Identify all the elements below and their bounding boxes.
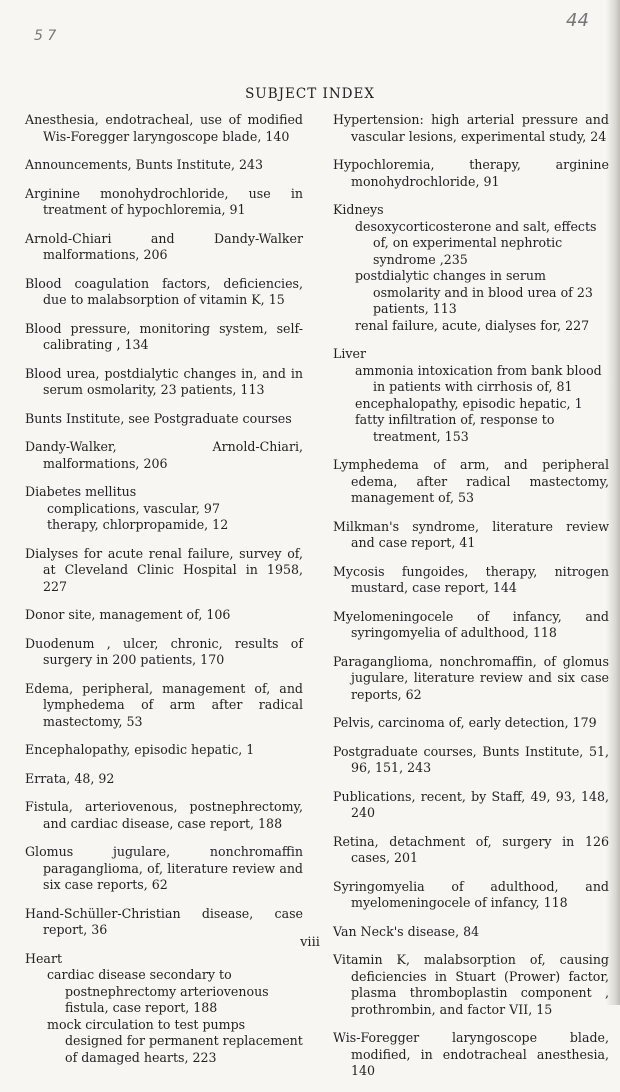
page-number: viii xyxy=(300,935,320,950)
index-subentry: fatty infiltration of, response to treatment, 153 xyxy=(355,412,555,444)
index-entry-heading: Dandy-Walker, Arnold-Chiari, malformations, 206 xyxy=(25,439,303,471)
index-subentry: ammonia intoxication from bank blood in patients with cirrhosis of, 81 xyxy=(355,362,602,394)
index-entry-heading: Errata, 48, 92 xyxy=(25,770,115,786)
index-entry-heading: Pelvis, carcinoma of, early detection, 179 xyxy=(333,715,597,730)
index-entry xyxy=(25,799,303,832)
index-entry-heading: Mycosis fungoides, therapy, nitrogen mustard, case report, 144 xyxy=(333,563,609,595)
handwritten-note-right: 44 xyxy=(566,10,589,31)
index-entry-heading: Postgraduate courses, Bunts Institute, 51, 96, 151, 243 xyxy=(333,743,609,775)
index-entry xyxy=(25,906,303,939)
index-entry xyxy=(25,607,303,624)
index-entry xyxy=(25,844,303,894)
index-entry xyxy=(333,834,609,867)
index-entry-heading: Duodenum , ulcer, chronic, results of surgery in 200 patients, 170 xyxy=(25,635,303,667)
index-entry xyxy=(333,715,609,732)
index-subentry: therapy, chlorpropamide, 12 xyxy=(47,517,229,532)
index-subentry: complications, vascular, 97 xyxy=(47,500,220,516)
index-entry-heading: Myelomeningocele of infancy, and syringomyelia of adulthood, 118 xyxy=(333,608,609,640)
index-entry xyxy=(25,186,303,219)
index-entry-heading: Paraganglioma, nonchromaffin, of glomus jugulare, literature review and six case reports, 62 xyxy=(333,653,609,702)
index-entry xyxy=(25,681,303,731)
index-subentry: desoxycorticosterone and salt, effects of, on experimental nephrotic syndrome ,235 xyxy=(355,218,597,267)
index-entry-heading: Donor site, management of, 106 xyxy=(25,607,231,622)
page-title: SUBJECT INDEX xyxy=(245,86,375,102)
index-entry xyxy=(333,654,609,704)
index-entry-heading: Hypertension: high arterial pressure and vascular lesions, experimental study, 24 xyxy=(333,112,609,144)
index-entry-heading: Vitamin K, malabsorption of, causing deficiencies in Stuart (Prower) factor, plasma thromboplastin component , prothrombin, and factor VII, 15 xyxy=(333,952,609,1017)
index-entry xyxy=(333,609,609,642)
index-entry-heading: Lymphedema of arm, and peripheral edema, after radical mastectomy, management of, 53 xyxy=(333,457,609,505)
index-entry-heading: Blood coagulation factors, deficiencies, due to malabsorption of vitamin K, 15 xyxy=(25,275,303,307)
index-entry xyxy=(333,112,609,145)
index-entry-heading: Publications, recent, by Staff, 49, 93, 148, 240 xyxy=(333,788,609,820)
index-entry-heading: Encephalopathy, episodic hepatic, 1 xyxy=(25,742,255,757)
index-entry-heading: Glomus jugulare, nonchromaffin paraganglioma, of, literature review and six case reports, 62 xyxy=(25,844,303,892)
index-entry-heading: Arnold-Chiari and Dandy-Walker malformations, 206 xyxy=(25,230,303,262)
index-entry xyxy=(333,789,609,822)
index-entry-heading: Blood pressure, monitoring system, self-calibrating , 134 xyxy=(25,320,303,352)
index-entry xyxy=(25,411,303,428)
index-entry-heading: Syringomyelia of adulthood, and myelomeningocele of infancy, 118 xyxy=(333,878,609,910)
index-entry xyxy=(25,157,303,174)
index-entry xyxy=(333,346,609,445)
index-entry xyxy=(25,951,303,1067)
index-subentry: encephalopathy, episodic hepatic, 1 xyxy=(355,395,583,411)
index-entry xyxy=(333,744,609,777)
index-subentry: postdialytic changes in serum osmolarity and in blood urea of 23 patients, 113 xyxy=(355,268,593,316)
handwritten-note-left: 5 7 xyxy=(34,28,57,44)
index-entry-heading: Milkman's syndrome, literature review and case report, 41 xyxy=(333,518,609,550)
index-entry-heading: Wis-Foregger laryngoscope blade, modified, in endotracheal anesthesia, 140 xyxy=(333,1030,609,1078)
index-entry xyxy=(25,742,303,759)
index-entry xyxy=(333,157,609,190)
index-entry-heading: Blood urea, postdialytic changes in, and in serum osmolarity, 23 patients, 113 xyxy=(25,365,303,397)
index-entry xyxy=(333,952,609,1018)
index-entry xyxy=(333,519,609,552)
index-entry-heading: Announcements, Bunts Institute, 243 xyxy=(25,157,264,172)
index-entry xyxy=(25,112,303,145)
index-entry-heading: Van Neck's disease, 84 xyxy=(333,923,480,939)
index-entry xyxy=(25,636,303,669)
index-entry xyxy=(25,276,303,309)
index-entry-heading: Anesthesia, endotracheal, use of modified Wis-Foregger laryngoscope blade, 140 xyxy=(25,112,303,144)
index-entry xyxy=(25,546,303,596)
index-entry-heading: Retina, detachment of, surgery in 126 cases, 201 xyxy=(333,833,609,865)
index-entry-heading: Kidneys xyxy=(333,202,384,217)
index-entry xyxy=(333,1030,609,1080)
index-entry xyxy=(333,564,609,597)
index-entry-heading: Hypochloremia, therapy, arginine monohydrochloride, 91 xyxy=(333,157,609,189)
index-entry xyxy=(25,321,303,354)
index-entry-heading: Edema, peripheral, management of, and lymphedema of arm after radical mastectomy, 53 xyxy=(25,680,303,729)
index-entry-heading: Diabetes mellitus xyxy=(25,484,137,499)
index-entry-heading: Liver xyxy=(333,346,366,361)
index-entry-heading: Heart xyxy=(25,950,63,966)
index-entry-heading: Arginine monohydrochloride, use in treatment of hypochloremia, 91 xyxy=(25,185,303,217)
index-entry xyxy=(333,202,609,334)
index-column-left xyxy=(25,112,303,1078)
index-subentry: mock circulation to test pumps designed for permanent replacement of damaged hearts, 223 xyxy=(47,1016,303,1065)
index-entry-heading: Bunts Institute, see Postgraduate courses xyxy=(25,410,292,426)
index-entry xyxy=(25,231,303,264)
index-entry xyxy=(25,366,303,399)
index-subentry: renal failure, acute, dialyses for, 227 xyxy=(355,317,590,333)
index-entry xyxy=(25,771,303,788)
index-subentry: cardiac disease secondary to postnephrectomy arteriovenous fistula, case report, 188 xyxy=(47,967,269,1015)
index-entry xyxy=(25,484,303,534)
index-entry-heading: Hand-Schüller-Christian disease, case report, 36 xyxy=(25,905,303,937)
index-entry-heading: Fistula, arteriovenous, postnephrectomy, and cardiac disease, case report, 188 xyxy=(25,799,303,831)
index-entry xyxy=(333,879,609,912)
index-entry-heading: Dialyses for acute renal failure, survey of, at Cleveland Clinic Hospital in 1958, 227 xyxy=(25,545,303,594)
index-entry xyxy=(25,439,303,472)
index-entry xyxy=(333,457,609,507)
